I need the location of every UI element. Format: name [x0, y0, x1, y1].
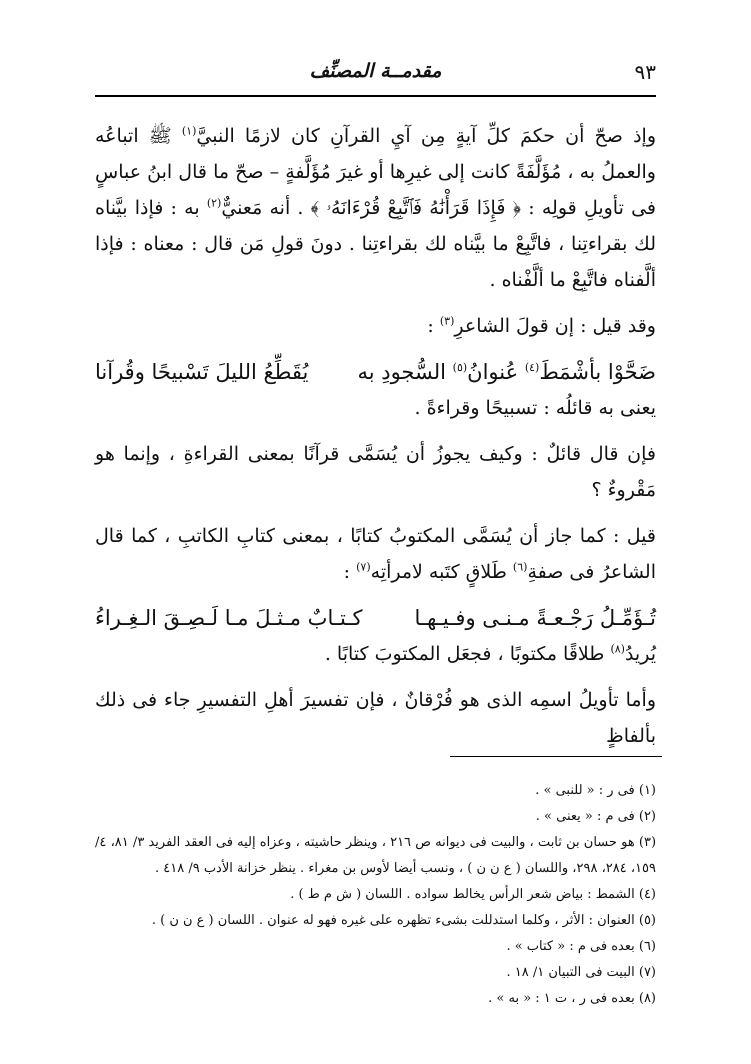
paragraph-6 — [95, 636, 656, 672]
paragraph-2 — [95, 308, 656, 344]
verse-1-second-hemistich: يُقَطِّعُ الليلَ تَسْبيحًا وقُرآنا — [95, 360, 309, 384]
verse-1-first-hemistich — [357, 354, 656, 390]
page-number: ٩٣ — [634, 60, 656, 84]
paragraph-1-end: به : فإذا بيَّناه لك بقراءتِنا ، فاتَّبِعْ ما بيَّناه لك بقراءتِنا . دونَ قولِ مَن قال : معناه : فإذا ألَّفناه فاتَّبِعْ ما ألَّفْناه . — [95, 197, 656, 291]
paragraph-5-end: : — [343, 561, 357, 583]
footnote-ref-1: (١) — [181, 124, 197, 138]
verse-2-second-hemistich: كـتـابٌ مـثـلَ مـا لَـصِـقَ الـغِـراءُ — [95, 606, 363, 630]
footnote-1: (١) فى ر : « للنبى » . — [535, 783, 656, 798]
footnote-ref-7: (٧) — [356, 560, 371, 574]
footnotes — [95, 778, 656, 1012]
footnote-3: (٣) هو حسان بن ثابت ، والبيت فى ديوانه ص ٢١٦ ، وينظر حاشيته ، وعزاه إليه فى العقد الفريد ٣/ ٨١، ٤/ ١٥٩، ٢٨٤، ٢٩٨، واللسان ( ع ن ن ) ، ونسب أيضا لأوس بن مغراء . ينظر خزانة الأدب ٩/ ٤١٨ . — [95, 835, 657, 876]
header-divider — [95, 95, 656, 97]
footnote-ref-8: (٨) — [610, 642, 625, 656]
footnote-5: (٥) العنوان : الأثر ، وكلما استدللت بشىء تظهره على غيره فهو له عنوان . اللسان ( ع ن ن ) . — [151, 913, 656, 928]
main-text — [95, 118, 656, 754]
footnote-7: (٧) البيت فى التبيان ١/ ١٨ . — [506, 965, 656, 980]
paragraph-2-text: وقد قيل : إن قولَ الشاعرِ — [454, 315, 656, 337]
paragraph-5-middle: طَلاقٍ كتَبه لامرأتِه — [370, 561, 513, 583]
paragraph-6-start: يُريدُ — [624, 643, 656, 665]
paragraph-3: يعنى به قائلُه : تسبيحًا وقراءةً . — [414, 397, 656, 419]
verse-2 — [95, 600, 656, 636]
verse-1-first-middle: عُنوانُ — [467, 360, 525, 384]
verse-2-first-hemistich: تُـؤَمِّـلُ رَجْـعـةً مـنـى وفـيـهـا — [414, 606, 656, 630]
footnote-4: (٤) الشمط : بياض شعر الرأس يخالط سواده . اللسان ( ش م ط ) . — [290, 887, 656, 902]
footnote-8: (٨) بعده فى ر ، ت ١ : « به » . — [488, 991, 656, 1006]
running-title: مقدمــة المصنِّف — [309, 60, 442, 82]
verse-1 — [95, 354, 656, 390]
paragraph-2-end: : — [427, 315, 440, 337]
verse-1-first-end: السُّجودِ به — [357, 360, 453, 384]
paragraph-5-start: قيل : كما جاز أن يُسَمَّى المكتوبُ كتابًا ، بمعنى كتابِ الكاتبِ ، كما قال الشاعرُ فى صفةِ — [95, 525, 656, 583]
paragraph-5 — [95, 518, 656, 590]
footnote-ref-3: (٣) — [439, 314, 455, 328]
footnote-ref-6: (٦) — [512, 560, 528, 574]
footnote-ref-4: (٤) — [524, 361, 540, 374]
paragraph-1 — [95, 118, 656, 298]
paragraph-6-end: طلاقًا مكتوبًا ، فجعَل المكتوبَ كتابًا . — [324, 643, 611, 665]
paragraph-4: فإن قال قائلٌ : وكيف يجوزُ أن يُسَمَّى قرآنًا بمعنى القراءةِ ، وإنما هو مَقْروءٌ ؟ — [95, 443, 656, 501]
paragraph-7: وأما تأويلُ اسمِه الذى هو فُرْقانٌ ، فإن تفسيرَ أهلِ التفسيرِ جاء فى ذلك بألفاظٍ — [95, 689, 656, 747]
footnote-2: (٢) فى م : « يعنى » . — [535, 809, 656, 824]
page-header — [95, 60, 656, 88]
paragraph-1-start: وإذ صحّ أن حكمَ كلِّ آيةٍ مِن آيِ القرآنِ كان لازمًا النبيَّ — [196, 125, 656, 147]
footnote-ref-5: (٥) — [452, 361, 468, 374]
paragraph-1-middle: ﷺ اتباعُه والعملُ به ، مُؤَلَّفَةً كانت إلى غيرِها أو غيرَ مُؤَلَّفةٍ – صحّ ما قال ابنُ عباسٍ فى تأويلِ قولِه : ﴿ فَإِذَا قَرَأْنَٰهُ فَٱتَّبِعْ قُرْءَانَهُۥ ﴾ . أنه مَعنيٌّ — [95, 125, 656, 219]
footnote-divider — [450, 756, 662, 757]
footnote-ref-2: (٢) — [206, 196, 222, 210]
verse-1-first-start: ضَحَّوْا بأشْمَطَ — [539, 360, 656, 384]
footnote-6: (٦) بعده فى م : « كتاب » . — [506, 939, 656, 954]
